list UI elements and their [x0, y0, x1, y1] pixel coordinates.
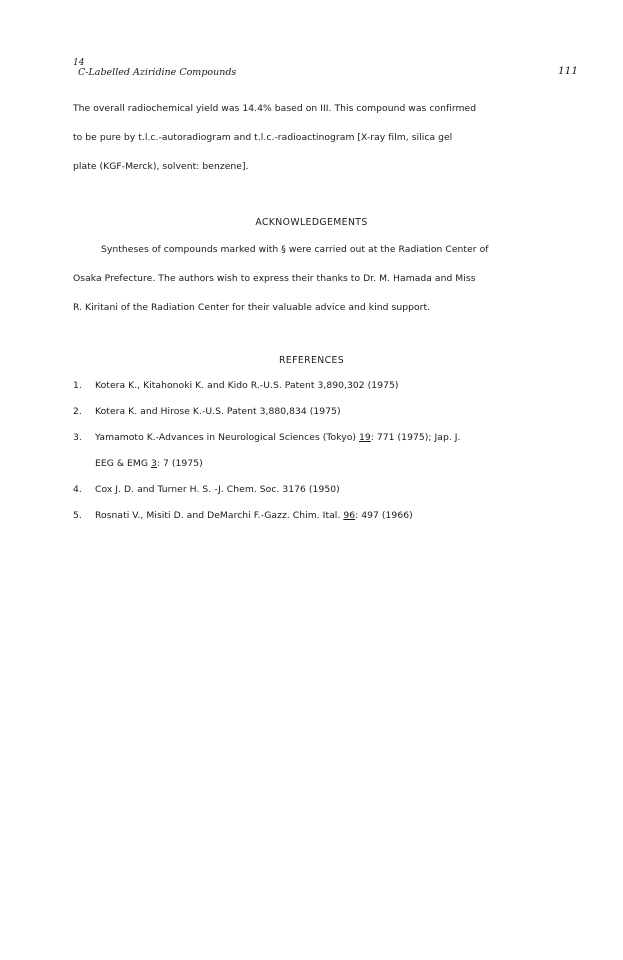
reference-number: 2.: [73, 406, 82, 417]
page-number: 111: [557, 65, 578, 77]
reference-item: [73, 503, 573, 529]
reference-number: 4.: [73, 484, 82, 495]
reference-text-part: Rosnati V., Misiti D. and DeMarchi F.-Gazz. Chim. Ital.: [95, 510, 344, 521]
acknowledgements-heading: ACKNOWLEDGEMENTS: [255, 217, 368, 228]
reference-number: 5.: [73, 510, 82, 521]
running-title-text: C-Labelled Aziridine Compounds: [78, 67, 237, 78]
acknowledgements-paragraph: [73, 235, 543, 322]
paragraph-line: to be pure by t.l.c.-autoradiogram and t.l.c.-radioactinogram [X-ray film, silica gel: [73, 132, 453, 143]
running-header: [73, 52, 578, 80]
reference-volume: 3: [151, 458, 157, 469]
reference-text: Cox J. D. and Turner H. S. -J. Chem. Soc. 3176 (1950): [95, 484, 340, 495]
reference-volume: 19: [358, 432, 371, 443]
paragraph-line: Syntheses of compounds marked with § were carried out at the Radiation Center of: [101, 244, 489, 255]
reference-text-part: : 497 (1966): [355, 510, 413, 521]
paragraph-line: Osaka Prefecture. The authors wish to express their thanks to Dr. M. Hamada and Miss: [73, 273, 476, 284]
reference-item: [73, 373, 573, 399]
reference-text: Kotera K., Kitahonoki K. and Kido R.-U.S. Patent 3,890,302 (1975): [95, 380, 399, 391]
reference-text: [73, 503, 573, 529]
reference-item: [73, 425, 573, 477]
reference-text-part: Yamamoto K.-Advances in Neurological Sciences (Tokyo): [95, 432, 359, 443]
paragraph-line: The overall radiochemical yield was 14.4% based on III. This compound was confirmed: [73, 103, 477, 114]
reference-item: [73, 477, 573, 503]
reference-volume: 96: [343, 510, 356, 521]
reference-text-part: EEG & EMG: [95, 458, 152, 469]
paragraph-line: R. Kiritani of the Radiation Center for their valuable advice and kind support.: [73, 302, 431, 313]
reference-continuation: [73, 451, 573, 477]
reference-text: Kotera K. and Hirose K.-U.S. Patent 3,880,834 (1975): [95, 406, 341, 417]
references-heading: REFERENCES: [278, 355, 345, 366]
results-paragraph: [73, 94, 543, 181]
reference-number: 3.: [73, 432, 82, 443]
reference-list: [73, 373, 573, 529]
reference-text-part: : 7 (1975): [156, 458, 203, 469]
paragraph-line: plate (KGF-Merck), solvent: benzene].: [73, 161, 249, 172]
reference-item: [73, 399, 573, 425]
isotope-superscript: 14: [73, 58, 85, 68]
reference-number: 1.: [73, 380, 82, 391]
reference-text-part: : 771 (1975); Jap. J.: [370, 432, 461, 443]
reference-text: [73, 425, 573, 451]
